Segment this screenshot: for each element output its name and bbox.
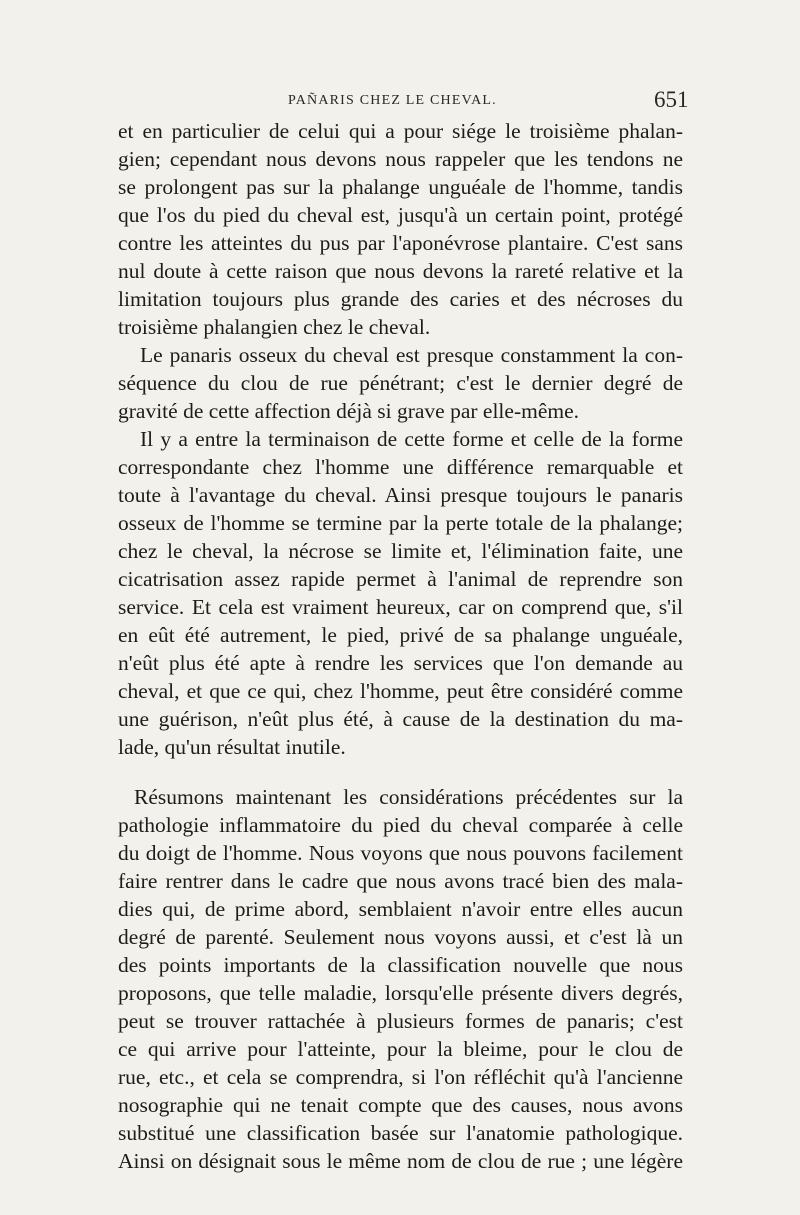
text-line: Le panaris osseux du cheval est presque constamment la con- bbox=[140, 343, 683, 367]
text-line: nosographie qui ne tenait compte que des causes, nous avons bbox=[118, 1093, 683, 1117]
text-line: contre les atteintes du pus par l'aponévrose plantaire. C'est sans bbox=[118, 231, 683, 255]
text-line: une guérison, n'eût plus été, à cause de la destination du ma- bbox=[118, 707, 683, 731]
text-line: toute à l'avantage du cheval. Ainsi presque toujours le panaris bbox=[118, 483, 683, 507]
text-line: cheval, et que ce qui, chez l'homme, peut être considéré comme bbox=[118, 679, 683, 703]
text-line: et en particulier de celui qui a pour siége le troisième phalan- bbox=[118, 119, 683, 143]
text-line: substitué une classification basée sur l'anatomie pathologique. bbox=[118, 1121, 683, 1145]
text-line: en eût été autrement, le pied, privé de sa phalange unguéale, bbox=[118, 623, 683, 647]
text-line: ce qui arrive pour l'atteinte, pour la bleime, pour le clou de bbox=[118, 1037, 683, 1061]
text-line: cicatrisation assez rapide permet à l'animal de reprendre son bbox=[118, 567, 683, 591]
text-line: pathologie inflammatoire du pied du cheval comparée à celle bbox=[118, 813, 683, 837]
text-line: des points importants de la classification nouvelle que nous bbox=[118, 953, 683, 977]
text-line: Ainsi on désignait sous le même nom de clou de rue ; une légère bbox=[118, 1149, 683, 1173]
text-line: chez le cheval, la nécrose se limite et, l'élimination faite, une bbox=[118, 539, 683, 563]
page-number: 651 bbox=[654, 87, 689, 112]
text-line: lade, qu'un résultat inutile. bbox=[118, 735, 346, 759]
text-line: correspondante chez l'homme une différence remarquable et bbox=[118, 455, 683, 479]
text-line: service. Et cela est vraiment heureux, car on comprend que, s'il bbox=[118, 595, 683, 619]
text-line: troisième phalangien chez le cheval. bbox=[118, 315, 431, 339]
running-title: PAÑARIS CHEZ LE CHEVAL. bbox=[288, 93, 497, 108]
text-line: que l'os du pied du cheval est, jusqu'à un certain point, protégé bbox=[118, 203, 683, 227]
text-line: osseux de l'homme se termine par la perte totale de la phalange; bbox=[118, 511, 683, 535]
text-line: degré de parenté. Seulement nous voyons aussi, et c'est là un bbox=[118, 925, 683, 949]
text-line: se prolongent pas sur la phalange unguéale de l'homme, tandis bbox=[118, 175, 683, 199]
text-line: Résumons maintenant les considérations précédentes sur la bbox=[134, 785, 683, 809]
text-line: du doigt de l'homme. Nous voyons que nous pouvons facilement bbox=[118, 841, 683, 865]
text-line: n'eût plus été apte à rendre les services que l'on demande au bbox=[118, 651, 683, 675]
text-line: séquence du clou de rue pénétrant; c'est le dernier degré de bbox=[118, 371, 683, 395]
text-line: gien; cependant nous devons nous rappeler que les tendons ne bbox=[118, 147, 683, 171]
text-line: dies qui, de prime abord, semblaient n'avoir entre elles aucun bbox=[118, 897, 683, 921]
text-line: proposons, que telle maladie, lorsqu'elle présente divers degrés, bbox=[118, 981, 683, 1005]
text-line: rue, etc., et cela se comprendra, si l'on réfléchit qu'à l'ancienne bbox=[118, 1065, 683, 1089]
text-line: peut se trouver rattachée à plusieurs formes de panaris; c'est bbox=[118, 1009, 683, 1033]
text-line: gravité de cette affection déjà si grave par elle-même. bbox=[118, 399, 580, 423]
text-line: limitation toujours plus grande des caries et des nécroses du bbox=[118, 287, 683, 311]
text-line: faire rentrer dans le cadre que nous avons tracé bien des mala- bbox=[118, 869, 683, 893]
text-line: Il y a entre la terminaison de cette forme et celle de la forme bbox=[140, 427, 683, 451]
text-line: nul doute à cette raison que nous devons la rareté relative et la bbox=[118, 259, 683, 283]
